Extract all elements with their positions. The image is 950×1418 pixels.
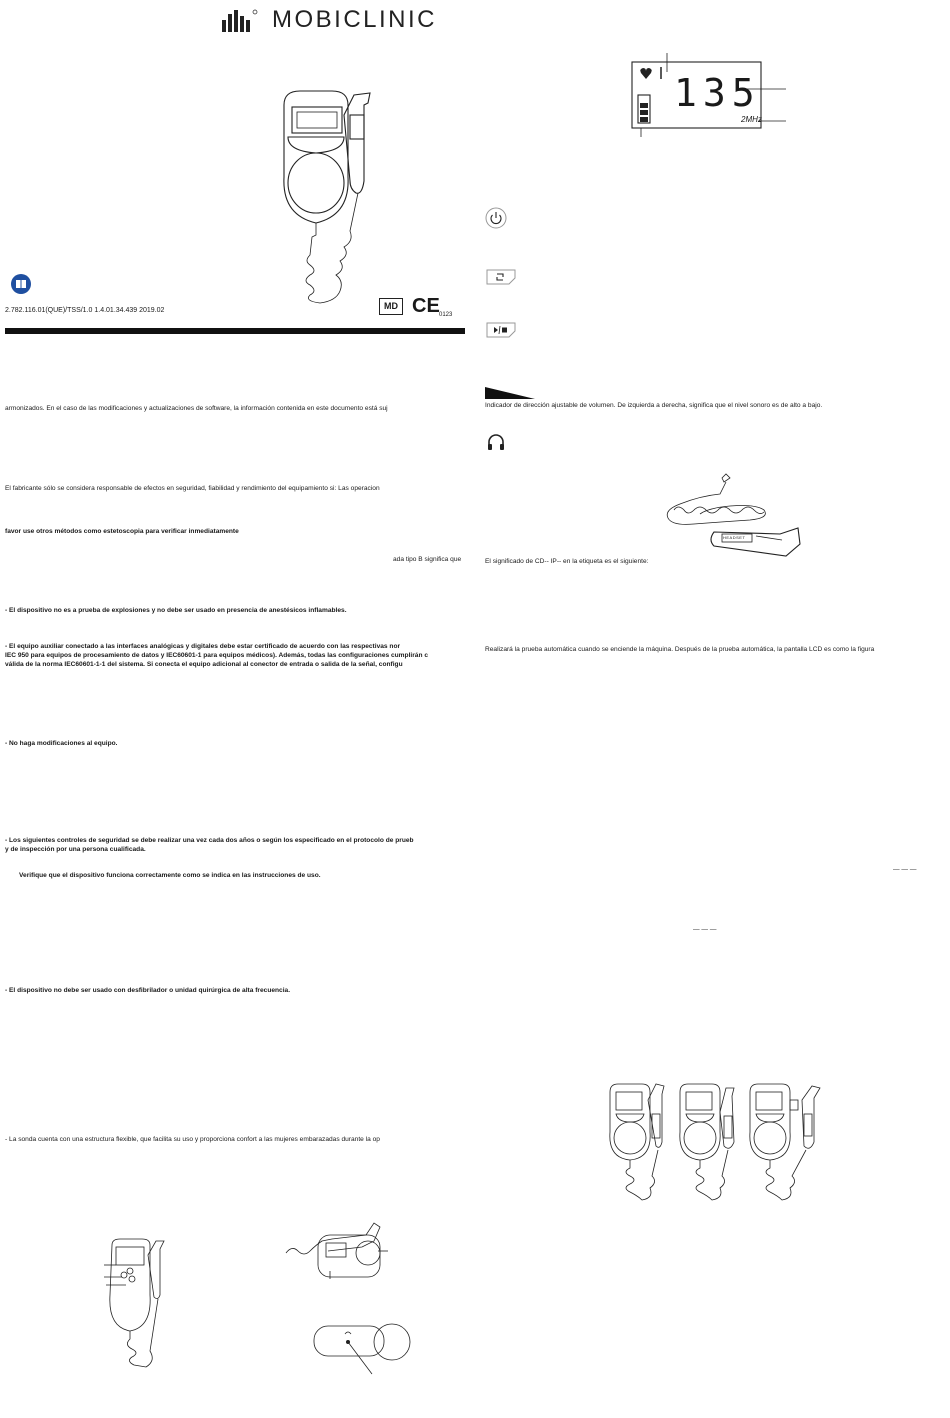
power-icon: [485, 207, 507, 229]
warning-verify: Verifique que el dispositivo funciona correctamente como se indica en las instrucciones de uso.: [19, 872, 321, 879]
paragraph-2: El fabricante sólo se considera responsable de efectos en seguridad, fiabilidad y rendimiento del equipamiento si: Las operacion: [5, 485, 380, 492]
volume-description: Indicador de dirección ajustable de volumen. De izquierda a derecha, significa que el nivel sonoro es de alto a bajo.: [485, 402, 823, 409]
warning-aux-line2: IEC 950 para equipos de procesamiento de datos y IEC60601-1 para equipos médicos). Además, todas las configuraciones cumplirán c: [5, 652, 428, 659]
play-stop-icon: [485, 321, 519, 339]
lcd-heart-rate: 135: [674, 71, 761, 115]
brand-name: MOBICLINIC: [272, 6, 438, 33]
label-meaning: El significado de CD-- IP-- en la etiqueta es el siguiente:: [485, 558, 649, 565]
lcd-frequency: 2MHz: [741, 115, 762, 124]
warning-aux-line1: - El equipo auxiliar conectado a las interfaces analógicas y digitales debe estar certificado de acuerdo con las respectivas nor: [5, 643, 401, 650]
probe-label: HEADSET: [723, 535, 746, 540]
lcd-display-diagram: [631, 47, 791, 137]
warning-safety-line2: y de inspección por una persona cualificada.: [5, 846, 146, 853]
three-devices-illustration: [606, 1080, 846, 1210]
md-text: MD: [384, 301, 398, 311]
dash-mark-2: — — —: [693, 926, 717, 933]
speaker-side-diagram: [310, 1320, 420, 1380]
warning-defibrillator: - El dispositivo no debe ser usado con desfibrilador o unidad quirúrgica de alta frecuencia.: [5, 987, 291, 994]
doppler-device-illustration: [270, 85, 400, 315]
md-mark: [379, 298, 403, 315]
dash-mark-1: — — —: [893, 866, 917, 873]
warning-aux-line3: válida de la norma IEC60601-1-1 del sistema. Si conecta el equipo adicional al conector de entrada o salida de la señal, configu: [5, 661, 403, 668]
switch-icon: [485, 268, 519, 286]
paragraph-probe: - La sonda cuenta con una estructura flexible, que facilita su uso y proporciona confort a las mujeres embarazadas durante la op: [5, 1136, 380, 1143]
device-back-diagram: [282, 1215, 392, 1285]
doc-code: 2.782.116.01(QUE)/TSS/1.0 1.4.01.34.439 2019.02: [5, 307, 165, 314]
device-front-diagram: [100, 1235, 180, 1375]
header-divider-bar: [5, 328, 465, 334]
brand-logo-icon: [220, 6, 260, 34]
ce-number: 0123: [439, 312, 453, 318]
headphone-icon: [486, 432, 506, 452]
volume-wedge-icon: [485, 387, 537, 401]
paragraph-4: ada tipo B significa que: [393, 556, 462, 563]
warning-no-modify: - No haga modificaciones al equipo.: [5, 740, 118, 747]
read-manual-icon: [10, 273, 32, 295]
warning-safety-line1: - Los siguientes controles de seguridad se debe realizar una vez cada dos años o según los especificado en el protocolo de prueb: [5, 837, 414, 844]
probe-illustration: [660, 470, 810, 565]
paragraph-1: armonizados. En el caso de las modificaciones y actualizaciones de software, la información contenida en este documento está suj: [5, 405, 388, 412]
warning-explosion: - El dispositivo no es a prueba de explosiones y no debe ser usado en presencia de anestésicos inflamables.: [5, 607, 347, 614]
ce-mark: CE: [412, 295, 440, 317]
self-test-description: Realizará la prueba automática cuando se enciende la máquina. Después de la prueba automática, la pantalla LCD es como la figura: [485, 646, 875, 653]
header: [220, 4, 470, 36]
paragraph-3: favor use otros métodos como estetoscopia para verificar inmediatamente: [5, 528, 239, 535]
